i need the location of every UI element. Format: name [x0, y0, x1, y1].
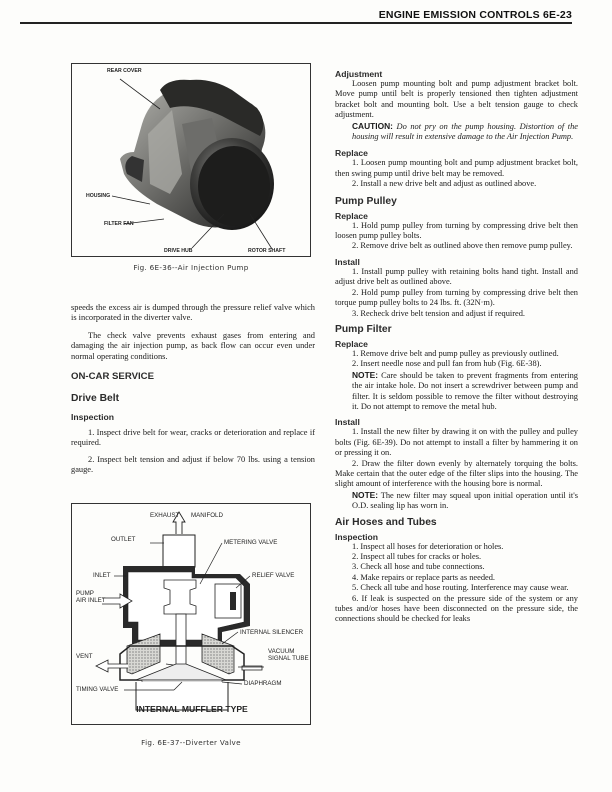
note-2-label: NOTE: [352, 489, 379, 500]
label-vent: VENT [76, 653, 93, 660]
heading-air-hoses-inspection: Inspection [335, 531, 378, 542]
label-pump-air-inlet-line1: PUMP [76, 590, 94, 597]
label-housing: HOUSING [86, 193, 111, 199]
pump-pulley-install-step-1: 1. Install pump pulley with retaining bolts hand tight. Install and adjust drive belt as outlined above. [335, 266, 578, 287]
label-rear-cover: REAR COVER [107, 68, 142, 74]
replace-belt-step-1: 1. Loosen pump mounting bolt and pump adjustment bracket bolt, then swing pump until drive belt may be removed. [335, 158, 578, 178]
figure-air-injection-pump [71, 63, 311, 257]
drive-belt-inspection-step-1: 1. Inspect drive belt for wear, cracks or deterioration and replace if required. [71, 428, 315, 448]
outlet-pipe [163, 535, 195, 567]
adjustment-body: Loosen pump mounting bolt and pump adjustment bracket bolt. Move pump until belt is properly tensioned then tighten adjustment bracket bolt and mounting bolt. Use a belt tension gauge to check adjustment. [335, 79, 578, 120]
internal-silencer [127, 634, 160, 674]
heading-air-hoses: Air Hoses and Tubes [335, 516, 437, 528]
label-pump-air-inlet [76, 590, 106, 604]
replace-belt-step-2: 2. Install a new drive belt and adjust as outlined above. [352, 179, 537, 189]
vent-arrow [96, 660, 128, 672]
heading-replace-belt: Replace [335, 148, 368, 159]
paragraph-pressure-relief: speeds the excess air is dumped through the pressure relief valve which is incorporated in the diverter valve. [71, 303, 315, 323]
label-inlet: INLET [93, 572, 111, 579]
air-hoses-step-4: 4. Make repairs or replace parts as needed. [352, 572, 496, 582]
air-hoses-step-6: 6. If leak is suspected on the pressure side of the system or any tubes and/or hoses have been disconnected on the pressure side, the connections should be checked for leaks [335, 593, 578, 624]
left-column-text [71, 303, 315, 476]
label-manifold: MANIFOLD [191, 512, 223, 519]
heading-pump-filter: Pump Filter [335, 323, 392, 335]
pump-pulley-install-step-2: 2. Hold pump pulley from turning by compressing drive belt then torque pump pulley bolts to 24 lbs. ft. (32N·m). [335, 287, 578, 308]
figure-36-caption: Fig. 6E-36--Air Injection Pump [133, 263, 249, 272]
heading-drive-belt: Drive Belt [71, 393, 120, 405]
label-vacuum-line2: SIGNAL TUBE [268, 655, 309, 662]
adjustment-caution [335, 121, 578, 143]
label-outlet: OUTLET [111, 536, 136, 543]
label-relief-valve: RELIEF VALVE [252, 572, 295, 579]
header-rule [20, 22, 572, 24]
label-vacuum-line1: VACUUM [268, 648, 295, 655]
heading-pump-pulley: Pump Pulley [335, 195, 397, 207]
pump-pulley-install-step-3: 3. Recheck drive belt tension and adjust if required. [352, 308, 526, 318]
label-vacuum-signal-tube [268, 648, 309, 662]
paragraph-check-valve: The check valve prevents exhaust gases from entering and damaging the air injection pump, as back flow can occur even under normal operating conditions. [71, 330, 315, 361]
pump-filter-install-step-2: 2. Draw the filter down evenly by alternately torquing the bolts. Make certain that the outer edge of the filter slips into the housing. The slight amount of interference with the housing bore is normal. [335, 458, 578, 489]
page-header-title: ENGINE EMISSION CONTROLS 6E-23 [378, 9, 572, 21]
vacuum-signal-tube [242, 666, 262, 670]
right-column-text [335, 69, 578, 625]
label-diaphragm: DIAPHRAGM [244, 680, 282, 687]
pump-filter-note-2 [335, 490, 578, 512]
drive-belt-inspection-step-2: 2. Inspect belt tension and adjust if below 70 lbs. using a tension gauge. [71, 454, 315, 475]
pump-filter-install-step-1: 1. Install the new filter by drawing it on with the pulley and pulley bolts (Fig. 6E-39). Do not attempt to install a filter by hammering it on or pressing it on. [335, 427, 578, 458]
caution-label: CAUTION: [352, 120, 393, 131]
label-timing-valve: TIMING VALVE [76, 686, 119, 693]
figure-diverter-valve [71, 503, 311, 725]
heading-drive-belt-inspection: Inspection [71, 412, 114, 423]
pump-filter-note-1 [335, 370, 578, 413]
label-metering-valve: METERING VALVE [224, 539, 278, 546]
heading-pump-filter-install: Install [335, 417, 360, 428]
heading-pump-filter-replace: Replace [335, 338, 368, 349]
label-drive-hub: DRIVE HUB [164, 248, 193, 254]
pump-filter-replace-step-2: 2. Insert needle nose and pull fan from hub (Fig. 6E-38). [352, 359, 542, 369]
pump-pulley-replace-step-2: 2. Remove drive belt as outlined above then remove pump pulley. [352, 241, 573, 251]
note-2-text: The new filter may squeal upon initial operation until it's O.D. sealing lip has worn in. [352, 490, 578, 511]
label-exhaust: EXHAUST [150, 512, 180, 519]
air-hoses-step-3: 3. Check all hose and tube connections. [352, 562, 485, 572]
relief-valve [215, 584, 241, 618]
diagram-title: INTERNAL MUFFLER TYPE [136, 704, 248, 714]
heading-pump-pulley-replace: Replace [335, 210, 368, 221]
label-rotor-shaft: ROTOR SHAFT [248, 248, 286, 254]
label-internal-silencer: INTERNAL SILENCER [240, 629, 304, 636]
note-1-text: Care should be taken to prevent fragments from entering the air intake hole. Do not insert a screwdriver between pump and filter. It is seldom possible to remove the filter without destroying it. Do not attempt to remove the metal hub. [352, 370, 578, 411]
pump-filter-replace-step-1: 1. Remove drive belt and pump pulley as previously outlined. [352, 348, 559, 358]
air-injection-pump-illustration [72, 64, 312, 258]
label-filter-fan: FILTER FAN [104, 221, 134, 227]
air-hoses-step-1: 1. Inspect all hoses for deterioration or holes. [352, 541, 504, 551]
pump-pulley-replace-step-1: 1. Hold pump pulley from turning by compressing drive belt then loosen pump pulley bolts. [335, 220, 578, 241]
heading-pump-pulley-install: Install [335, 256, 360, 267]
caution-text: Do not pry on the pump housing. Distortion of the housing will result in extensive damage to the Air Injection Pump. [352, 121, 578, 142]
figure-37-caption: Fig. 6E-37--Diverter Valve [141, 738, 241, 747]
air-hoses-step-2: 2. Inspect all tubes for cracks or holes. [352, 552, 482, 561]
air-hoses-step-5: 5. Check all tube and hose routing. Interference may cause wear. [352, 583, 569, 593]
heading-adjustment: Adjustment [335, 69, 383, 79]
section-on-car-service: ON-CAR SERVICE [71, 371, 154, 383]
label-pump-air-inlet-line2: AIR INLET [76, 597, 106, 604]
note-1-label: NOTE: [352, 369, 379, 380]
